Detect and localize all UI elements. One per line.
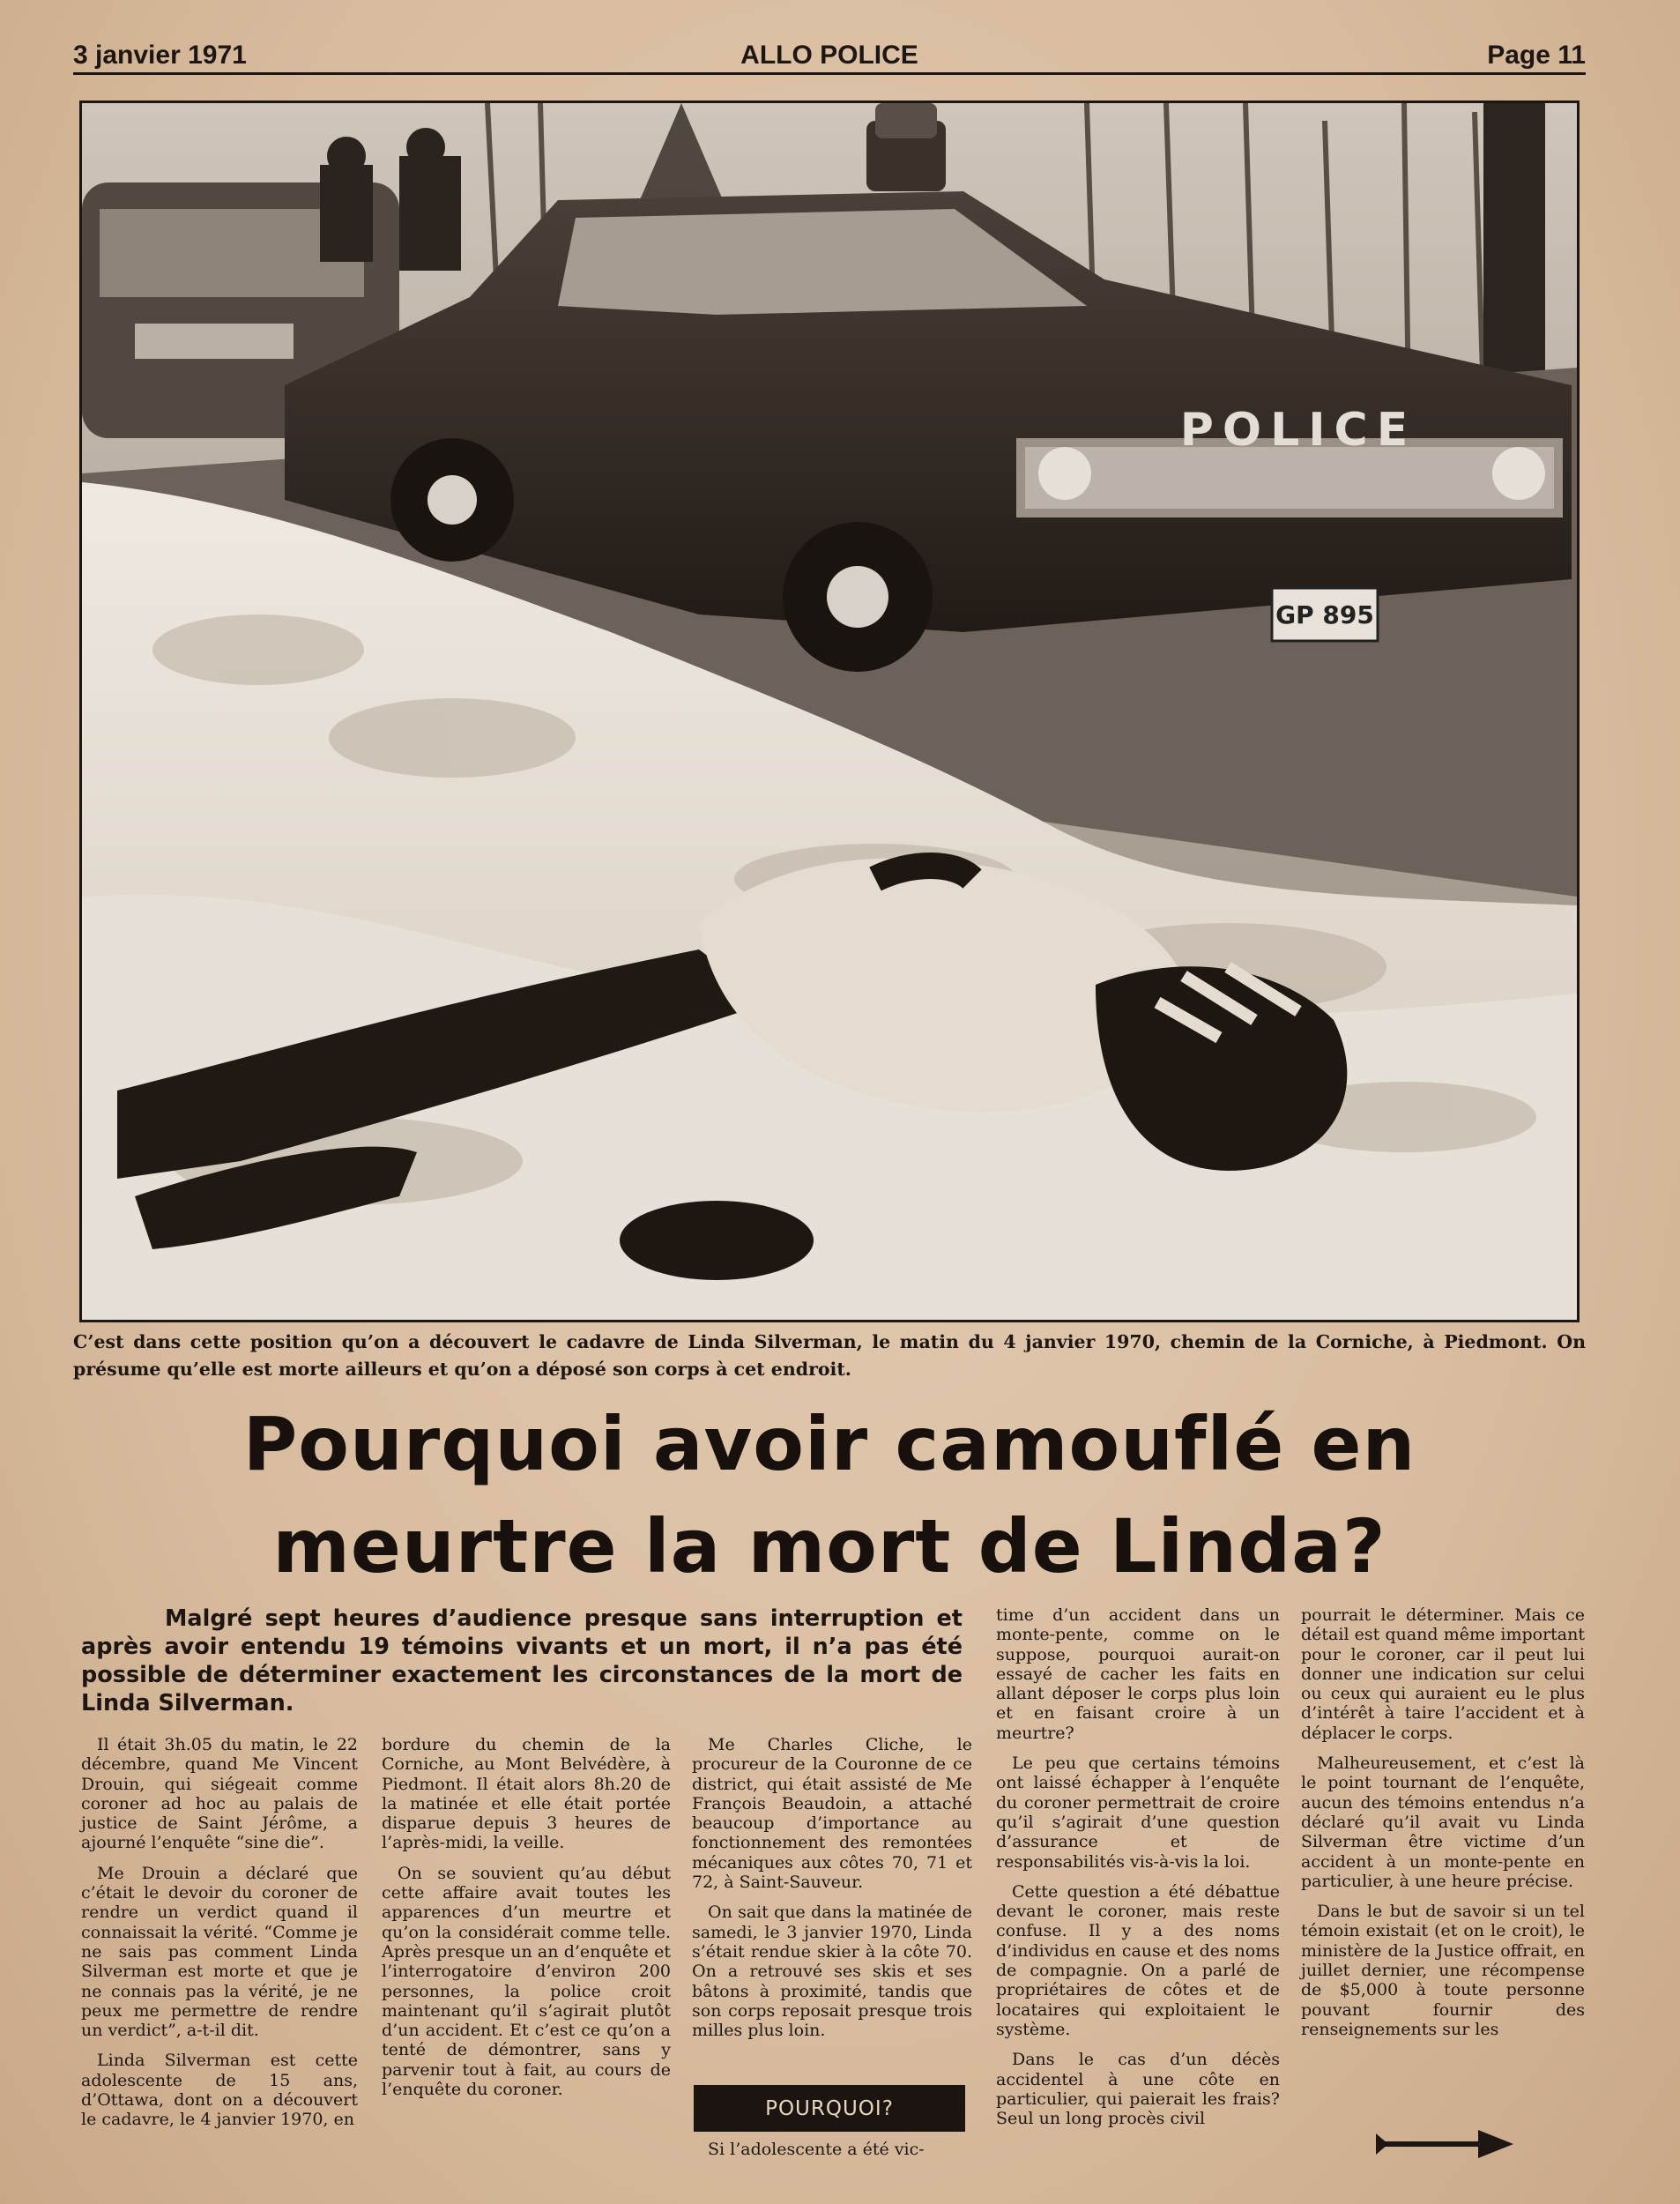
paragraph: On sait que dans la matinée de samedi, le 3 janvier 1970, Linda s’était rendue skier à la côte 70. On a retrouvé ses skis et ses bâtons à proximité, tandis que son corps reposait presque trois milles plus loin. (692, 1902, 972, 2041)
issue-date: 3 janvier 1971 (73, 41, 247, 70)
paragraph: Linda Silverman est cette adolescente de 15 ans, d’Ottawa, dont on a découvert le cadavre, le 4 janvier 1970, en (81, 2051, 358, 2130)
paragraph: Le peu que certains témoins ont laissé échapper à l’enquête du coroner permettrait de croire qu’il s’agirait d’une question d’assurance et de responsabilités vis-à-vis la loi. (996, 1754, 1280, 1872)
paragraph: Dans le but de savoir si un tel témoin existait (et on le croit), le ministère de la Justice offrait, en juillet dernier, une récompense de $5,000 à toute personne pouvant fournir des renseignements sur les (1301, 1902, 1585, 2039)
paragraph: Me Charles Cliche, le procureur de la Couronne de ce district, qui était assisté de Me François Beaudoin, a attaché beaucoup d’importance au fonctionnement des remontées mécaniques aux côtes 70, 71 et 72, à Saint-Sauveur. (692, 1735, 972, 1893)
news-photo (79, 101, 1580, 1322)
lede-paragraph: Malgré sept heures d’audience presque sans interruption et après avoir entendu 19 témoins vivants et un mort, il n’a pas été possible de déterminer exactement les circonstances de la mort de Linda Silverman. (81, 1605, 963, 1716)
headline: Pourquoi avoir camouflé en meurtre la mort de Linda? (242, 1401, 1416, 1590)
paragraph: Malheureusement, et c’est là le point tournant de l’enquête, aucun des témoins entendus n’a déclaré qu’il avait vu Linda Silverman être victime d’un accident à un monte-pente en particulier, à une heure précise. (1301, 1754, 1585, 1891)
page-header (73, 37, 1586, 75)
paragraph: time d’un accident dans un monte-pente, comme on le suppose, pourquoi aurait-on essayé de cacher les faits en allant déposer le corps plus loin et en faisant croire à un meurtre? (996, 1605, 1280, 1743)
paragraph: Cette question a été débattue devant le coroner, mais reste confuse. Il y a des noms d’individus en cause et des noms de compagnie. On a parlé de propriétaires de côtes et de locataires qui exploitaient le système. (996, 1881, 1280, 2039)
article-column-4 (996, 1605, 1280, 2139)
publication-name: ALLO POLICE (740, 41, 918, 70)
police-car-photo (82, 103, 1577, 1320)
page-number: Page 11 (1487, 41, 1586, 70)
license-plate: GP 895 (1275, 600, 1374, 629)
paragraph: Il était 3h.05 du matin, le 22 décembre, quand Me Vincent Drouin, qui siégeait comme coroner ad hoc au palais de justice de Saint Jérôme, a ajourné l’enquête “sine die”. (81, 1735, 358, 1853)
subhead-box: POURQUOI? (694, 2085, 965, 2132)
photo-caption: C’est dans cette position qu’on a découvert le cadavre de Linda Silverman, le matin du 4 janvier 1970, chemin de la Corniche, à Piedmont. On présume qu’elle est morte ailleurs et qu’on a déposé son corps à cet endroit. (73, 1331, 1586, 1380)
article-column-5 (1301, 1605, 1585, 2050)
article-column-2 (382, 1735, 671, 2110)
paragraph: pourrait le déterminer. Mais ce détail est quand même important pour le coroner, car il peut lui donner une indication sur celui ou ceux qui auraient eu le plus d’intérêt à taire l’accident et à déplacer le corps. (1301, 1605, 1585, 1743)
paragraph: Me Drouin a déclaré que c’était le devoir du coroner de rendre un verdict quand il connaissait la vérité. “Comme je ne sais pas comment Linda Silverman est morte et que je ne connais pas la vérité, je ne peux me permettre de rendre un verdict”, a-t-il dit. (81, 1863, 358, 2041)
article-column-1 (81, 1735, 358, 2141)
paragraph: On se souvient qu’au début cette affaire avait toutes les apparences d’un meurtre et qu’on la considérait comme telle. Après presque un an d’enquête et l’interrogatoire d’environ 200 personnes, la police croit maintenant qu’il s’agirait plutôt d’un accident. Et c’est ce qu’on a tenté de démontrer, sans y parvenir tout à fait, au cours de l’enquête du coroner. (382, 1863, 671, 2100)
article-column-3-continued (692, 2140, 972, 2170)
paragraph: Si l’adolescente a été vic- (708, 2140, 925, 2159)
police-lettering: POLICE (1179, 404, 1417, 457)
article-column-3 (692, 1735, 972, 2051)
paragraph: bordure du chemin de la Corniche, au Mont Belvédère, à Piedmont. Il était alors 8h.20 de la matinée et elle était portée disparue depuis 3 heures de l’après-midi, la veille. (382, 1735, 671, 1853)
continued-arrow-icon (1372, 2126, 1515, 2162)
paragraph: Dans le cas d’un décès accidentel à une côte en particulier, qui paierait les frais? Seul un long procès civil (996, 2050, 1280, 2129)
